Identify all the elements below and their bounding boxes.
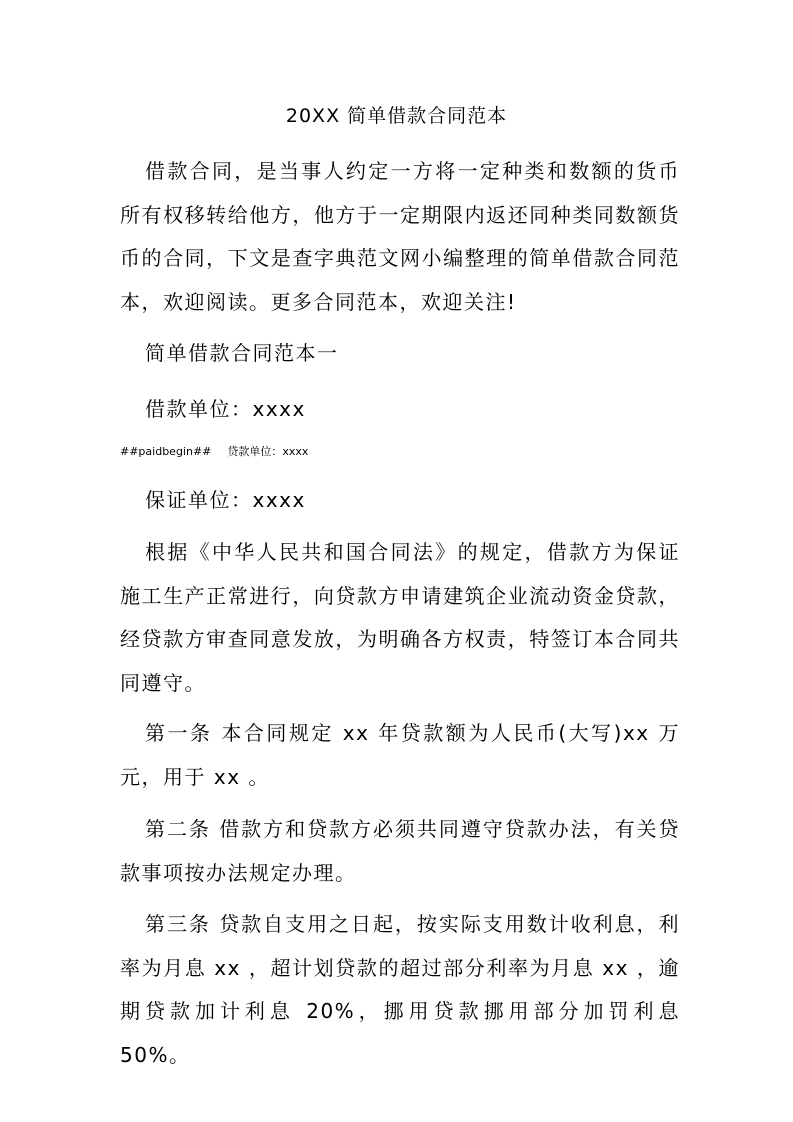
article-2-paragraph: 第二条 借款方和贷款方必须共同遵守贷款办法，有关贷款事项按办法规定办理。 [120,817,680,885]
section-heading: 简单借款合同范本一 [145,341,339,365]
paid-marker-line [120,444,308,460]
document-title: 20XX 简单借款合同范本 [285,105,508,127]
article-1-paragraph: 第一条 本合同规定 xx 年贷款额为人民币(大写)xx 万元，用于 xx 。 [120,721,680,789]
intro-paragraph: 借款合同，是当事人约定一方将一定种类和数额的货币所有权移转给他方，他方于一定期限内返还同种类同数额货币的合同，下文是查字典范文网小编整理的简单借款合同范本，欢迎阅读。更多合同范本，欢迎关注! [120,159,680,314]
guarantor-line: 保证单位：xxxx [145,488,306,512]
borrower-line: 借款单位：xxxx [145,397,306,421]
paid-marker: ##paidbegin## [120,445,212,458]
article-3-paragraph: 第三条 贷款自支用之日起，按实际支用数计收利息，利率为月息 xx ，超计划贷款的超过部分利率为月息 xx ，逾期贷款加计利息 20%，挪用贷款挪用部分加罚利息 50%。 [120,912,680,1067]
lender-line: 贷款单位：xxxx [227,445,309,458]
preamble-paragraph: 根据《中华人民共和国合同法》的规定，借款方为保证施工生产正常进行，向贷款方申请建筑企业流动资金贷款，经贷款方审查同意发放，为明确各方权责，特签订本合同共同遵守。 [120,540,680,695]
